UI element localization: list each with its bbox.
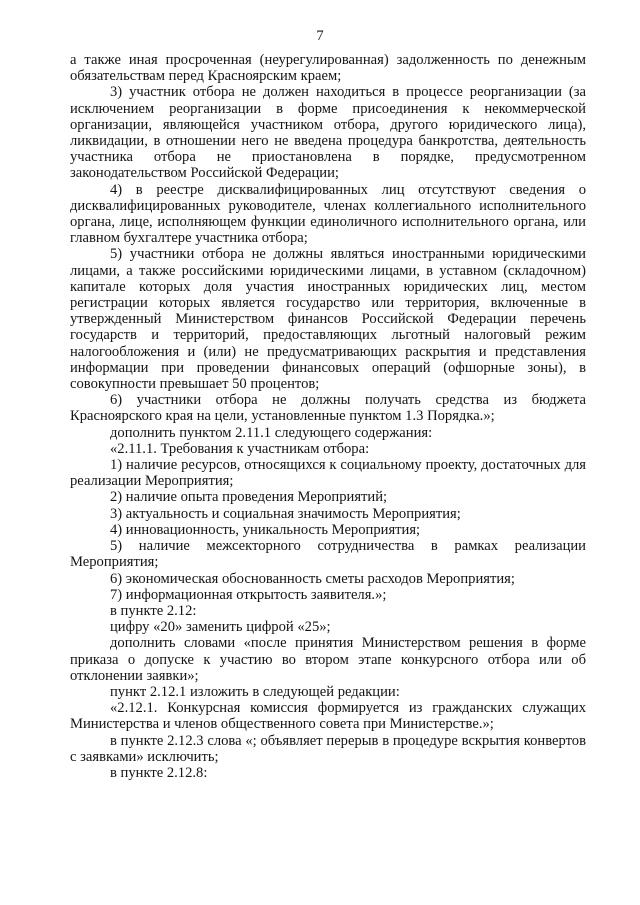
paragraph: пункт 2.12.1 изложить в следующей редакции: [110, 683, 400, 700]
paragraph: 5) участники отбора не должны являться иностранными юридическими лицами, а также российскими юридическими лицами, в уставном (складочном) капитале которых доля участия иностранных юридических лиц, местом регистрации которых является государство или территория, включенные в утвержденный Министерством финансов Российской Федерации перечень государств и территорий, предоставляющих льготный налоговый режим налогообложения и (или) не предусматривающих раскрытия и представления информации при проведении финансовых операций (офшорные зоны), в совокупности превышает 50 процентов; [70, 246, 586, 393]
paragraph: «2.11.1. Требования к участникам отбора: [110, 440, 370, 457]
paragraph: в пункте 2.12.3 слова «; объявляет перерыв в процедуре вскрытия конвертов с заявками» исключить; [70, 732, 586, 765]
document-body [70, 52, 586, 781]
paragraph: 5) наличие межсекторного сотрудничества в рамках реализации Мероприятия; [70, 538, 586, 571]
paragraph: 6) экономическая обоснованность сметы расходов Мероприятия; [110, 570, 515, 587]
paragraph: 4) в реестре дисквалифицированных лиц отсутствуют сведения о дисквалифицированных руководителе, членах коллегиального исполнительного органа, лице, исполняющем функции единоличного исполнительного органа, или главном бухгалтере участника отбора; [70, 181, 586, 247]
paragraph: 3) актуальность и социальная значимость Мероприятия; [110, 505, 461, 522]
paragraph: 7) информационная открытость заявителя.»; [110, 586, 387, 603]
paragraph: 1) наличие ресурсов, относящихся к социальному проекту, достаточных для реализации Мероприятия; [70, 457, 586, 490]
page-number: 7 [316, 28, 324, 44]
paragraph: дополнить пунктом 2.11.1 следующего содержания: [110, 424, 433, 441]
paragraph: 3) участник отбора не должен находиться в процессе реорганизации (за исключением реорганизации в форме присоединения к некоммерческой организации, являющейся участником отбора, другого юридического лица), ликвидации, в отношении него не введена процедура банкротства, деятельность участника отбора не приостановлена в порядке, предусмотренном законодательством Российской Федерации; [70, 84, 586, 182]
paragraph: цифру «20» заменить цифрой «25»; [110, 619, 331, 636]
paragraph: 4) инновационность, уникальность Мероприятия; [110, 521, 421, 538]
paragraph: а также иная просроченная (неурегулированная) задолженность по денежным обязательствам перед Красноярским краем; [70, 52, 586, 85]
paragraph: 6) участники отбора не должны получать средства из бюджета Красноярского края на цели, установленные пунктом 1.3 Порядка.»; [70, 392, 586, 425]
paragraph: дополнить словами «после принятия Министерством решения в форме приказа о допуске к участию во втором этапе конкурсного отбора или об отклонении заявки»; [70, 635, 586, 684]
paragraph: в пункте 2.12: [110, 602, 197, 619]
paragraph: 2) наличие опыта проведения Мероприятий; [110, 489, 388, 506]
paragraph: «2.12.1. Конкурсная комиссия формируется из гражданских служащих Министерства и членов общественного совета при Министерстве.»; [70, 700, 586, 733]
paragraph: в пункте 2.12.8: [110, 764, 208, 781]
